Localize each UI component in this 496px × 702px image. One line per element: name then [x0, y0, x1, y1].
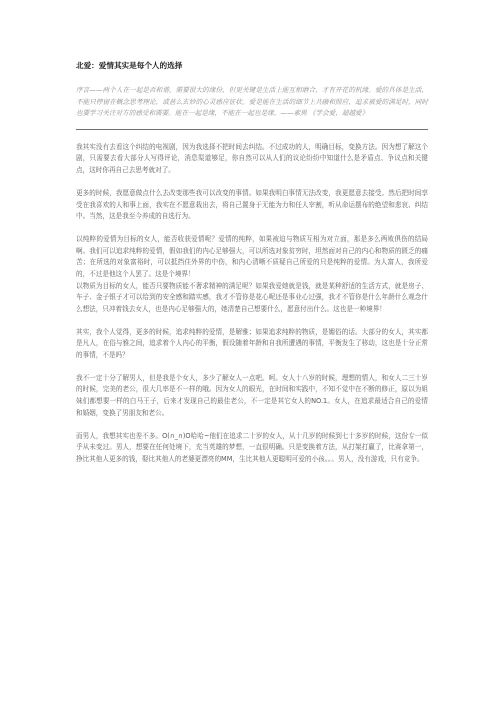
paragraph-4: 以物质为目标的女人，能否只要物质能不奢求精神的满足呢？如果我爱她就是钱，就是某种舒适的生活方式，就是房子、车子、金子银子才可以给到的安全感和踏实感，我才不管你是花心呢还是事业心过强，我才不管你是什么年龄什么观念什么想法，只冲着钱去女人，也是内心足够强大的，她清楚自己想要什么，愿意付出什么。这也是一种境界！: [76, 281, 428, 313]
paragraph-5: 其实，我个人觉得，更多的时候，追求纯粹的爱情，是解雅；如果追求纯粹的物质，是媚俗的话。大部分的女人，其实都是凡人，在俗与雅之间，追求着个人内心的平衡，假设随着年龄和自我所遭遇的事情，平衡发生了移动，这也是十分正常的事情，不是吗？: [76, 327, 428, 359]
paragraph-1: 我其实没有去看这个纠结的电视剧，因为我选择不把时间去纠结。不过成功的人，明确目标，变换方法。因为想了解这个剧，只需要去看大部分人写得评论，消息渠道够足，你自然可以从人们的议论纷纷中知道什么是矛盾点、争议点和关键点，这时你再自己去思考就对了。: [76, 142, 428, 174]
article-title: 北爱：爱情其实是每个人的选择: [76, 61, 183, 70]
paragraph-2: 更多的时候，我愿意做点什么去改变那些我可以改变的事情。如果我明白事情无法改变，我更愿意去接受。然后把时间享受在我喜欢的人和事上面，我实在不愿意栽出去，将自己置身于无能为力和任人宰割，听从命运摆布的绝望和悲哀、纠结中。当然，这是我至今养成的自选行为。: [76, 188, 428, 221]
divider-line: [76, 129, 428, 130]
article-preface: 序言——两个人在一起是否和谐，需要很大的缘份，但更关键是生活上能互相磨合，才有开花的机缘。爱的具体是生活，不能只停留在概念思考理论，或甚么玄妙的心灵感应征状。爱是能在生活的细节上共融和照应，追求被爱的满足时，同时也要学习关注对方的感受和需要。能在一起是缘，不能在一起也是缘。——素黑 《学会爱，超越爱》: [76, 86, 428, 118]
paragraph-3: 以纯粹的爱情为目标的女人，能否收获爱情呢？爱情的纯粹，如果被迫与物质互相为对立面，那是多么两败俱伤的结局啊。我们可以追求纯粹的爱情，假如我们的内心足够强大，可以所选对象贫穷时，坦然面对自己的内心和物质的匮乏的痛苦；在所选的对象富裕时，可以抵挡住外界的中伤，和内心清晰不质疑自己所爱的只是纯粹的爱情。为人富人，我所爱的，不过是他这个人罢了。这是个境界！: [76, 235, 428, 278]
paragraph-7: 而男人，我想其实也差不多。O(∩_∩)O哈哈~他们在追求二十岁的女人，从十几岁的时候到七十多岁的时候，这份专一似乎从未变过。男人，想要在任何处境下，充当英雄的梦想，一直很明确。只是变换着方法，从打架打赢了，比赛拿第一，挣比其他人更多的钱，娶比其他人的老婆更漂亮的MM，生比其他人更聪明可爱的小孩。。。男人，没有游戏，只有竞争。: [76, 431, 428, 463]
paragraph-6: 我不一定十分了解男人，但是我是个女人，多少了解女人一点吧。呵。女人十八岁的时候，理想的情人，和女人二三十岁的时候，完美的老公，很大几率是不一样的哦。因为女人的眼光，在时间和实践中，不知不觉中在不断的修正，原以为姐妹们都想要一样的白马王子，后来才发现自己的最佳老公，不一定是其它女人的NO.1。女人，在追求最适合自己的爱情和婚姻，变换了男朋友和老公。: [76, 373, 428, 417]
